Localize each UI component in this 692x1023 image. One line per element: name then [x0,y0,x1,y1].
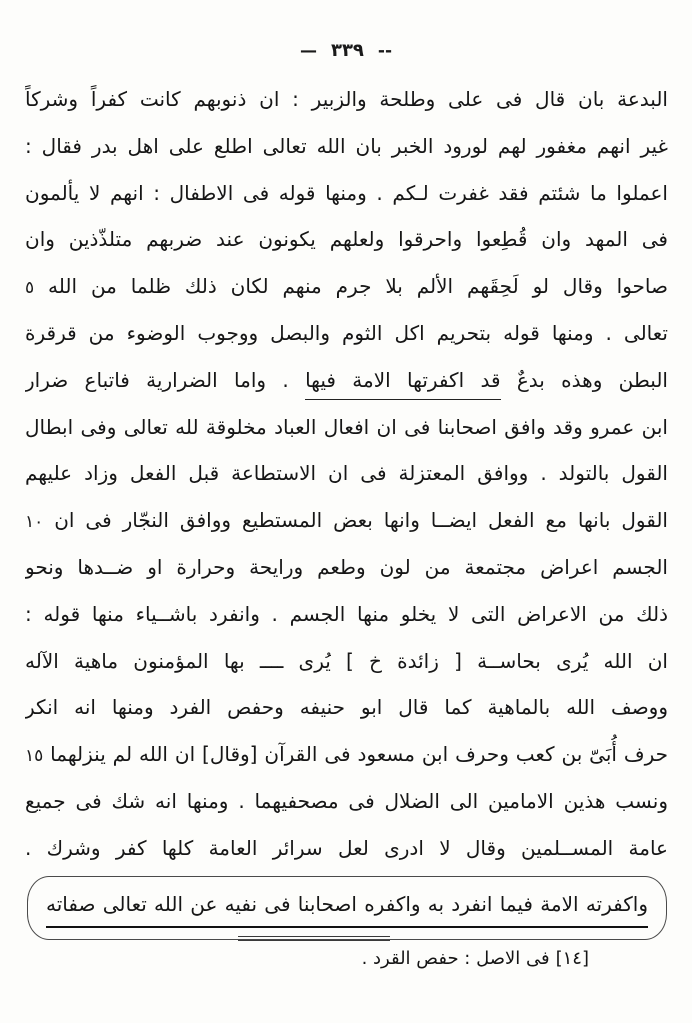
text-line: ذلك من الاعراض التى لا يخلو منها الجسم . وانفرد باشــياء منها قوله : [25,601,668,626]
text-line: ان الله يُرى بحاســة [ زائدة خ ] يُرى ــــ بها المؤمنون ماهية الآله [25,648,668,673]
margin-line-number-15: ١٥ [25,746,44,767]
text-line: اعملوا ما شئتم فقد غفرت لـكم . ومنها قوله فى الاطفال : انهم لا يألمون [25,180,668,205]
boxed-note-text: واكفرته الامة فيما انفرد به واكفره اصحابنا فى نفيه عن الله تعالى صفاته [46,884,648,928]
margin-line-number-5: ٥ [25,278,35,299]
text-line-with-underline [25,357,668,404]
text-line: تعالى . ومنها قوله بتحريم اكل الثوم والبصل ووجوب الوضوء من قرقرة [25,320,668,345]
footnote-text: فى الاصل : حفص القرد . [361,948,550,969]
page-number: ٣٣٩ [330,40,364,61]
text-line: ووصف الله بالماهية كما قال ابو حنيفه وحفص الفرد ومنها انه انكر [25,695,668,720]
page-number-dash-left: — [299,40,317,61]
text-line: عامة المســلمين وقال لا ادرى لعل سرائر العامة كلها كفر وشرك . [25,835,668,860]
boxed-note [27,876,667,940]
text-line: القول بالتولد . ووافق المعتزلة فى ان الاستطاعة قبل الفعل وزاد عليهم [25,461,668,486]
text-line-segment: صاحوا وقال لو لَحِقَهم الألم بلا جرم منهم لكان ذلك ظلما من الله [48,274,668,299]
page-number-header [0,40,692,61]
text-line: غير انهم مغفور لهم لورود الخبر بان الله تعالى اطلع على اهل بدر فقال : [25,133,668,158]
text-line-segment: القول بانها مع الفعل ايضــا وانها بعض المستطيع ووافق النجّار فى ان [54,508,668,533]
text-line-with-margin-number [25,497,668,544]
main-text-block [25,76,668,872]
footnote-marker: [١٤] [555,948,589,969]
text-line-segment: حرف أُبَىّ بن كعب وحرف ابن مسعود فى القرآن [وقال] ان الله لم ينزلهما [50,742,668,767]
text-line: الجسم اعراض مجتمعة من لون وطعم ورايحة وحرارة او ضــدها ونحو [25,554,668,579]
underlined-phrase: قد اكفرتها الامة فيها [305,368,500,400]
text-line: ابن عمرو وقد وافق اصحابنا فى ان افعال العباد مخلوقة لله تعالى وفى ابطال [25,414,668,439]
text-line-segment: البطن وهذه بدعٌ [516,367,668,392]
text-line: ونسب هذين الامامين الى الضلال فى مصحفيهما . ومنها انه شك فى جميع [25,788,668,813]
boxed-note-double-rule [238,936,390,941]
text-line: البدعة بان قال فى على وطلحة والزبير : ان ذنوبهم كانت كفراً وشركاً [25,87,668,111]
margin-line-number-10: ١٠ [25,512,44,533]
page-number-dash-right: -- [377,40,393,61]
text-line-segment: . واما الضرارية فاتباع ضرار [25,367,289,392]
text-line: فى المهد وان قُطِعوا واحرقوا ولعلهم يكونون عند ضربهم متلذّذين وان [25,227,668,252]
text-line-with-margin-number [25,263,668,310]
text-line-with-margin-number [25,731,668,778]
footnote [362,944,589,974]
